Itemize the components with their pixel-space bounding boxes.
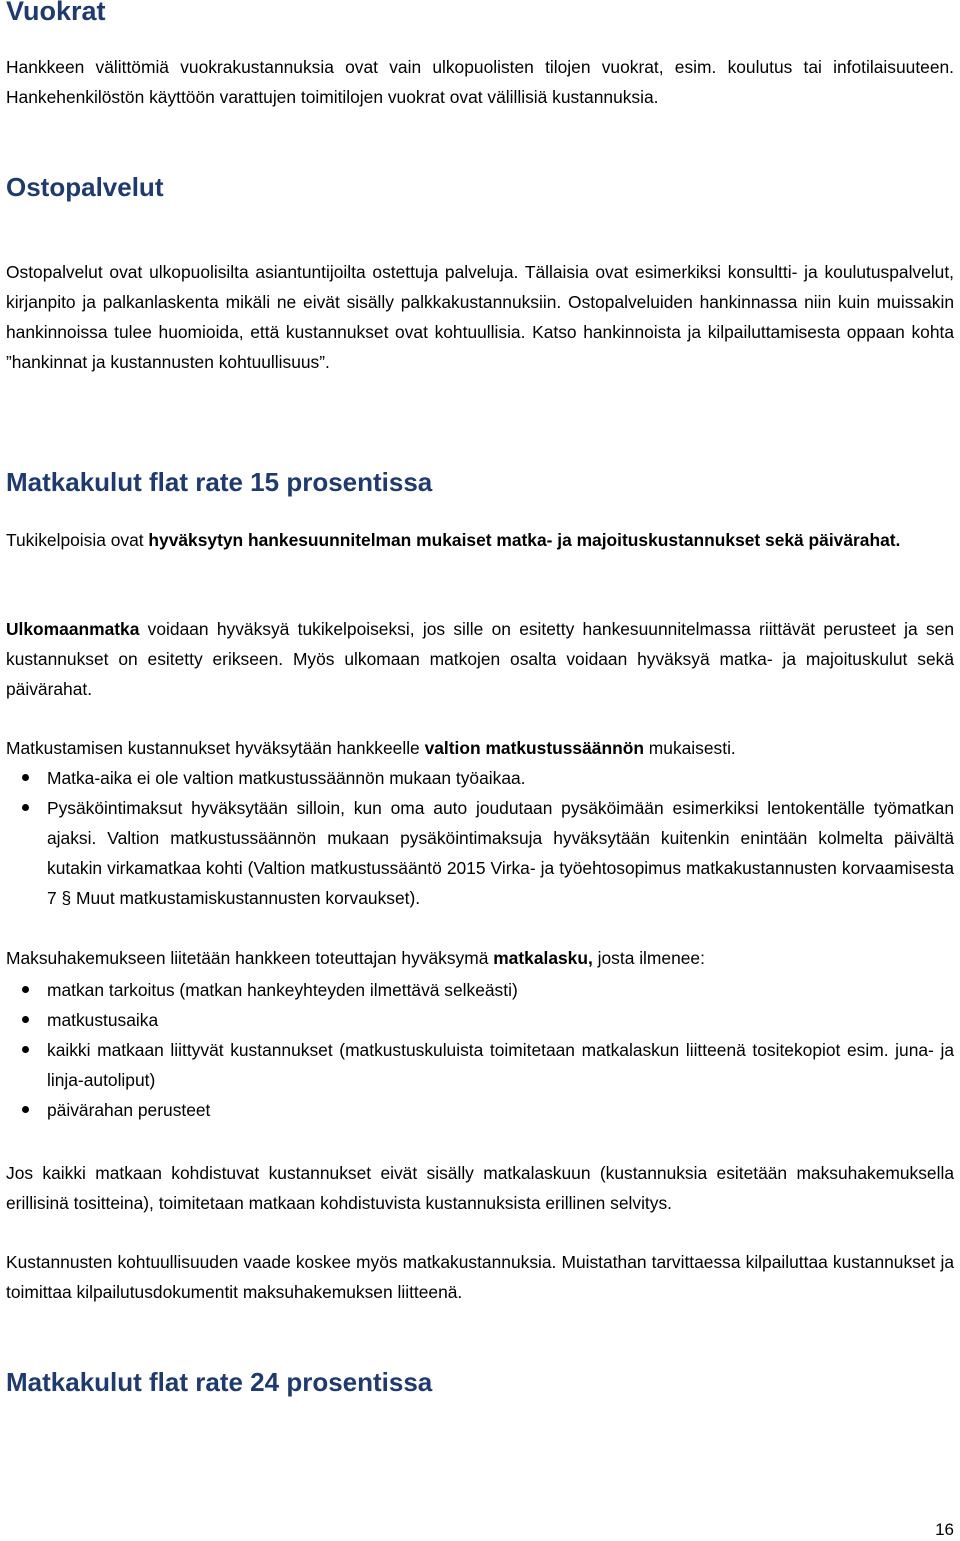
section-heading-vuokrat: Vuokrat	[6, 0, 106, 26]
matkalasku-text-a: Maksuhakemukseen liitetään hankkeen toteuttajan hyväksymä	[6, 948, 494, 968]
list-item	[6, 1095, 954, 1125]
list-item-text: matkustusaika	[47, 1010, 159, 1030]
list-item-text: matkan tarkoitus (matkan hankeyhteyden ilmettävä selkeästi)	[47, 980, 518, 1000]
matkalasku-bold: matkalasku,	[493, 948, 593, 968]
page-number: 16	[935, 1520, 954, 1539]
paragraph-kohtuullisuus: Kustannusten kohtuullisuuden vaade koskee myös matkakustannuksia. Muistathan tarvittaessa kilpailuttaa kustannukset ja toimittaa kilpailutusdokumentit maksuhakemuksen liitteenä.	[6, 1252, 954, 1302]
matkustaminen-text-c: mukaisesti.	[643, 738, 736, 758]
matkustaminen-text-a: Matkustamisen kustannukset hyväksytään hankkeelle	[6, 738, 425, 758]
list-item	[6, 1035, 954, 1095]
paragraph-ulkomaanmatka	[6, 614, 954, 704]
section-heading-flat-rate-15: Matkakulut flat rate 15 prosentissa	[6, 467, 433, 497]
paragraph-erillinen-selvitys: Jos kaikki matkaan kohdistuvat kustannukset eivät sisälly matkalaskuun (kustannuksia esitetään maksuhakemuksella erillisinä tositteina), toimitetaan matkaan kohdistuvista kustannuksista erillinen selvitys.	[6, 1163, 954, 1213]
list-item-text: päivärahan perusteet	[47, 1100, 211, 1120]
ulkomaanmatka-text: voidaan hyväksyä tukikelpoiseksi, jos sille on esitetty hankesuunnitelmassa riittävät perusteet ja sen kustannukset on esitetty erikseen. Myös ulkomaan matkojen osalta voidaan hyväksyä matka- ja majoituskulut sekä päivärahat.	[6, 619, 954, 699]
list-item	[6, 793, 954, 913]
bullet-icon	[22, 1016, 29, 1023]
list-item	[6, 763, 954, 793]
bullet-icon	[22, 804, 29, 811]
list-item	[6, 975, 954, 1005]
matkustussaanto-bold: valtion matkustussäännön	[424, 738, 644, 758]
list-item-text: Matka-aika ei ole valtion matkustussäännön mukaan työaikaa.	[47, 768, 526, 788]
bullet-list-travel-rules	[6, 763, 954, 913]
bullet-list-matkalasku	[6, 975, 954, 1125]
paragraph-matkustaminen	[6, 733, 954, 763]
section-heading-flat-rate-24: Matkakulut flat rate 24 prosentissa	[6, 1367, 433, 1397]
matkalasku-text-c: josta ilmenee:	[592, 948, 705, 968]
ulkomaanmatka-bold: Ulkomaanmatka	[6, 619, 140, 639]
bullet-icon	[22, 1046, 29, 1053]
eligible-text: Tukikelpoisia ovat	[6, 530, 149, 550]
list-item	[6, 1005, 954, 1035]
paragraph-eligible-costs	[6, 525, 954, 555]
section-heading-ostopalvelut: Ostopalvelut	[6, 172, 164, 202]
list-item-text: kaikki matkaan liittyvät kustannukset (matkustuskuluista toimitetaan matkalaskun liitteenä tositekopiot esim. juna- ja linja-autoliput)	[47, 1040, 954, 1090]
bullet-icon	[22, 1106, 29, 1113]
list-item-text: Pysäköintimaksut hyväksytään silloin, kun oma auto joudutaan pysäköimään esimerkiksi lentokentälle työmatkan ajaksi. Valtion matkustussäännön mukaan pysäköintimaksuja hyväksytään kuitenkin enintään kolmelta päivältä kutakin virkamatkaa kohti (Valtion matkustussääntö 2015 Virka- ja työehtosopimus matkakustannusten korvaamisesta 7 § Muut matkustamiskustannusten korvaukset).	[47, 798, 954, 908]
paragraph-vuokrat: Hankkeen välittömiä vuokrakustannuksia ovat vain ulkopuolisten tilojen vuokrat, esim. koulutus tai infotilaisuuteen. Hankehenkilöstön käyttöön varattujen toimitilojen vuokrat ovat välillisiä kustannuksia.	[6, 57, 954, 107]
bullet-icon	[22, 986, 29, 993]
paragraph-ostopalvelut: Ostopalvelut ovat ulkopuolisilta asiantuntijoilta ostettuja palveluja. Tällaisia ovat esimerkiksi konsultti- ja koulutuspalvelut, kirjanpito ja palkanlaskenta mikäli ne eivät sisälly palkkakustannuksiin. Ostopalveluiden hankinnassa niin kuin muissakin hankinnoissa tulee huomioida, että kustannukset ovat kohtuullisia. Katso hankinnoista ja kilpailuttamisesta oppaan kohta ”hankinnat ja kustannusten kohtuullisuus”.	[6, 262, 954, 372]
bullet-icon	[22, 774, 29, 781]
paragraph-matkalasku	[6, 943, 954, 973]
eligible-bold: hyväksytyn hankesuunnitelman mukaiset matka- ja majoituskustannukset sekä päivärahat.	[148, 530, 901, 550]
